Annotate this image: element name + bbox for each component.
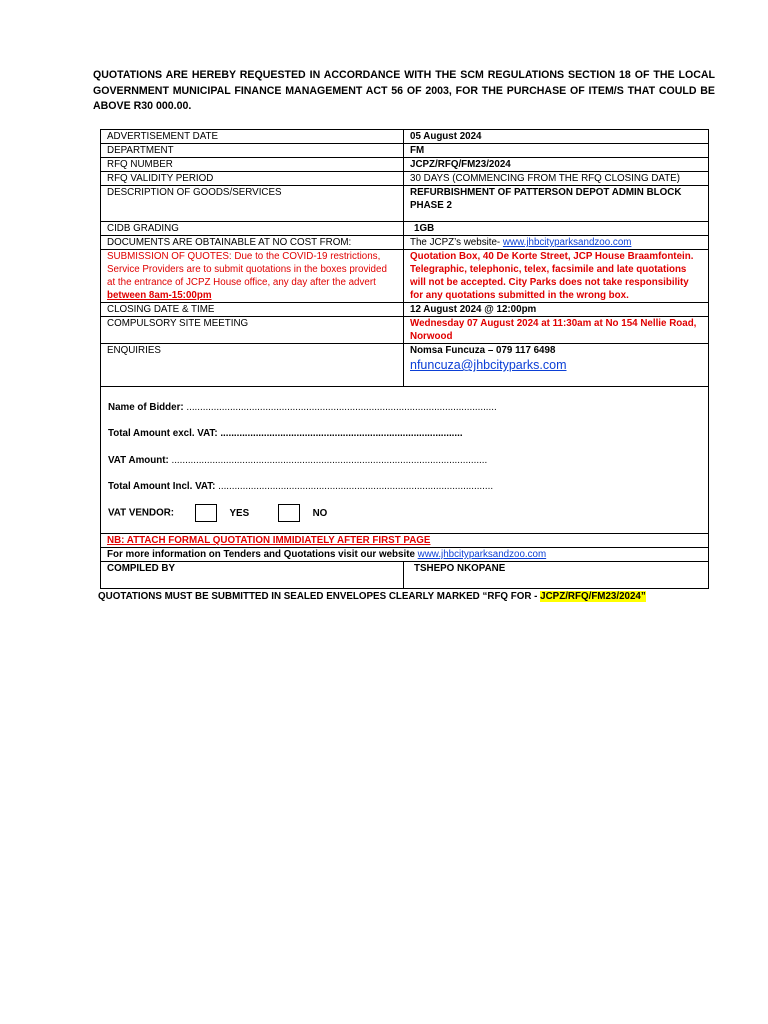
site-meeting-value: Wednesday 07 August 2024 at 11:30am at No 154 Nellie Road, Norwood (404, 317, 709, 344)
table-row (101, 562, 709, 589)
more-info-link[interactable]: www.jhbcityparksandzoo.com (417, 549, 547, 560)
footer-note (98, 591, 646, 602)
site-meeting-label: COMPULSORY SITE MEETING (101, 317, 404, 344)
bidder-name-label: Name of Bidder: (108, 402, 187, 413)
table-row (101, 548, 709, 562)
rfq-number-value: JCPZ/RFQ/FM23/2024 (404, 158, 709, 172)
rfq-number-label: RFQ NUMBER (101, 158, 404, 172)
submission-label (101, 250, 404, 303)
table-row (101, 186, 709, 222)
table-row (101, 222, 709, 236)
department-label: DEPARTMENT (101, 144, 404, 158)
description-value: REFURBISHMENT OF PATTERSON DEPOT ADMIN BLOCK PHASE 2 (404, 186, 709, 222)
footer-rfq-highlight: JCPZ/RFQ/FM23/2024” (540, 591, 646, 602)
no-label: NO (312, 507, 328, 519)
compiled-by-label: COMPILED BY (101, 562, 404, 589)
table-row (101, 172, 709, 186)
table-row (101, 250, 709, 303)
total-incl-vat-field[interactable] (108, 480, 493, 493)
header-paragraph: QUOTATIONS ARE HEREBY REQUESTED IN ACCORDANCE WITH THE SCM REGULATIONS SECTION 18 OF THE LOCAL GOVERNMENT MUNICIPAL FINANCE MANAGEMENT ACT 56 OF 2003, FOR THE PURCHASE OF ITEM/S THAT COULD BE ABOVE R30 000.00. (93, 69, 715, 112)
total-excl-vat-field[interactable] (108, 427, 463, 440)
enquiries-contact: Nomsa Funcuza – 079 117 6498 (410, 345, 556, 356)
department-value: FM (404, 144, 709, 158)
rfq-table (100, 129, 709, 589)
total-excl-vat-label: Total Amount excl. VAT: (108, 428, 221, 439)
documents-value (404, 236, 709, 250)
submission-hours: between 8am-15:00pm (107, 290, 212, 301)
vat-amount-label: VAT Amount: (108, 455, 172, 466)
compiled-by-value: TSHEPO NKOPANE (404, 562, 709, 589)
documents-label: DOCUMENTS ARE OBTAINABLE AT NO COST FROM: (101, 236, 404, 250)
closing-value: 12 August 2024 @ 12:00pm (404, 303, 709, 317)
footer-text: QUOTATIONS MUST BE SUBMITTED IN SEALED ENVELOPES CLEARLY MARKED “RFQ FOR - (98, 591, 541, 602)
email-link[interactable]: nfuncuza@jhbcityparks.com (410, 358, 567, 372)
vat-vendor-row (108, 504, 327, 522)
closing-label: CLOSING DATE & TIME (101, 303, 404, 317)
ad-date-label: ADVERTISEMENT DATE (101, 130, 404, 144)
bidder-fields-row (101, 387, 709, 534)
documents-prefix: The JCPZ’s website- (410, 237, 503, 248)
more-info (101, 548, 709, 562)
vat-amount-dots: .................................................................................................................... (171, 455, 488, 466)
validity-value: 30 DAYS (COMMENCING FROM THE RFQ CLOSING DATE) (404, 172, 709, 186)
table-row (101, 344, 709, 387)
enquiries-value (404, 344, 709, 387)
website-link[interactable]: www.jhbcityparksandzoo.com (502, 237, 632, 248)
vat-vendor-yes-checkbox[interactable] (195, 504, 217, 522)
bidder-name-dots: .................................................................................................................. (186, 402, 497, 413)
total-incl-vat-dots: ..................................................................................................... (218, 481, 494, 492)
table-row (101, 144, 709, 158)
description-label: DESCRIPTION OF GOODS/SERVICES (101, 186, 404, 222)
cidb-value: 1GB (404, 222, 709, 236)
more-info-text: For more information on Tenders and Quotations visit our website (107, 549, 418, 560)
table-row (101, 158, 709, 172)
submission-value: Quotation Box, 40 De Korte Street, JCP House Braamfontein. Telegraphic, telephonic, telex, facsimile and late quotations will not be accepted. City Parks does not take responsibility for any quotations submitted in the wrong box. (404, 250, 709, 303)
yes-label: YES (229, 507, 250, 519)
table-row (101, 534, 709, 548)
bidder-name-field[interactable] (108, 401, 497, 414)
table-row (101, 130, 709, 144)
vat-vendor-label: VAT VENDOR: (108, 507, 175, 519)
table-row (101, 236, 709, 250)
validity-label: RFQ VALIDITY PERIOD (101, 172, 404, 186)
ad-date-value: 05 August 2024 (404, 130, 709, 144)
vat-vendor-no-checkbox[interactable] (278, 504, 300, 522)
total-incl-vat-label: Total Amount Incl. VAT: (108, 481, 219, 492)
table-row (101, 303, 709, 317)
bidder-fields (101, 387, 709, 534)
vat-amount-field[interactable] (108, 454, 487, 467)
submission-text: SUBMISSION OF QUOTES: Due to the COVID-19 restrictions, Service Providers are to submit quotations in the boxes provided at the entrance of JCPZ House office, any day after the advert (107, 251, 387, 288)
nb-note: NB: ATTACH FORMAL QUOTATION IMMIDIATELY AFTER FIRST PAGE (101, 534, 709, 548)
cidb-label: CIDB GRADING (101, 222, 404, 236)
enquiries-label: ENQUIRIES (101, 344, 404, 387)
total-excl-vat-dots: ......................................................................................... (220, 428, 463, 439)
table-row (101, 317, 709, 344)
